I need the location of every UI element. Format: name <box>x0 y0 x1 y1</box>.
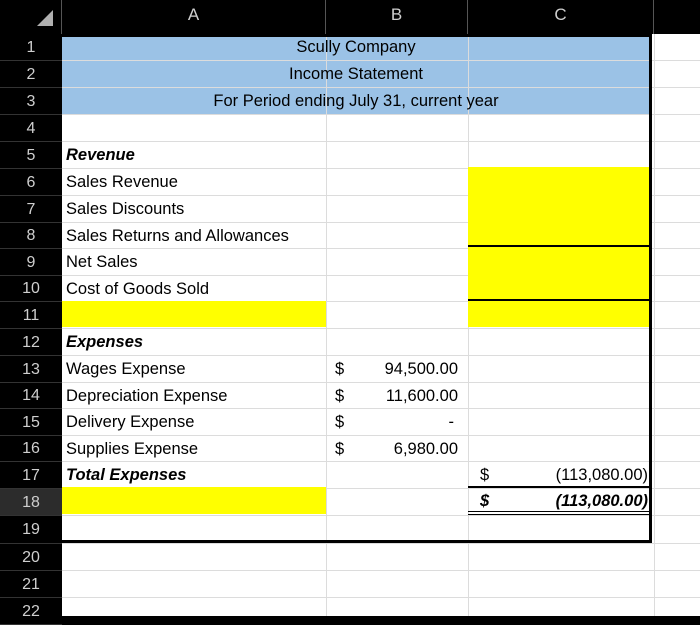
cogs-label: Cost of Goods Sold <box>66 280 210 298</box>
column-header-a[interactable]: A <box>62 0 326 34</box>
delivery-expense-label: Delivery Expense <box>66 413 195 431</box>
supplies-expense-value[interactable]: 6,980.00 <box>393 440 458 458</box>
row-header-7[interactable]: 7 <box>0 196 62 223</box>
row-header-6[interactable]: 6 <box>0 169 62 196</box>
spreadsheet-grid[interactable] <box>62 34 700 616</box>
depreciation-currency: $ <box>335 387 345 405</box>
statement-period: For Period ending July 31, current year <box>213 92 499 110</box>
select-all-triangle-icon <box>37 10 53 26</box>
row-header-10[interactable]: 10 <box>0 276 62 302</box>
wages-expense-value[interactable]: 94,500.00 <box>384 360 458 378</box>
depreciation-expense-value[interactable]: 11,600.00 <box>385 387 458 405</box>
row-header-8[interactable]: 8 <box>0 223 62 249</box>
revenue-heading: Revenue <box>66 146 135 164</box>
expenses-heading: Expenses <box>66 333 144 351</box>
double-underline-bottom <box>468 514 650 515</box>
sales-returns-label: Sales Returns and Allowances <box>66 227 289 245</box>
wages-expense-label: Wages Expense <box>66 360 186 378</box>
grid-row-line <box>62 543 700 544</box>
column-header-d[interactable] <box>654 0 700 34</box>
row-header-22[interactable]: 22 <box>0 598 62 625</box>
row-header-5[interactable]: 5 <box>0 142 62 169</box>
column-header-c[interactable]: C <box>468 0 654 34</box>
total-expenses-label: Total Expenses <box>66 466 187 484</box>
grid-row-line <box>62 570 700 571</box>
row-header-9[interactable]: 9 <box>0 249 62 276</box>
sales-discounts-label: Sales Discounts <box>66 200 185 218</box>
column-header-b[interactable]: B <box>326 0 468 34</box>
row-header-21[interactable]: 21 <box>0 571 62 598</box>
sales-revenue-label: Sales Revenue <box>66 173 178 191</box>
row-header-13[interactable]: 13 <box>0 356 62 383</box>
row-header-17[interactable]: 17 <box>0 462 62 489</box>
net-sales-label: Net Sales <box>66 253 138 271</box>
row-header-11[interactable]: 11 <box>0 302 62 329</box>
underline-c17 <box>468 486 650 488</box>
row-header-2[interactable]: 2 <box>0 61 62 88</box>
row18-total-value[interactable]: (113,080.00) <box>555 492 648 510</box>
wages-currency: $ <box>335 360 345 378</box>
row-header-1[interactable]: 1 <box>0 34 62 61</box>
row-header-16[interactable]: 16 <box>0 436 62 462</box>
select-all-corner[interactable] <box>0 0 62 34</box>
delivery-expense-value[interactable]: - <box>448 413 454 431</box>
company-name: Scully Company <box>296 38 416 56</box>
row-header-12[interactable]: 12 <box>0 329 62 356</box>
row-header-20[interactable]: 20 <box>0 544 62 571</box>
double-underline-top <box>468 511 650 512</box>
row-header-4[interactable]: 4 <box>0 115 62 142</box>
grid-column-line <box>654 34 655 616</box>
total-expenses-value[interactable]: (113,080.00) <box>555 466 648 484</box>
statement-name: Income Statement <box>289 65 423 83</box>
row18-currency: $ <box>480 492 490 510</box>
row-header-3[interactable]: 3 <box>0 88 62 115</box>
row-header-15[interactable]: 15 <box>0 409 62 436</box>
delivery-currency: $ <box>335 413 345 431</box>
supplies-currency: $ <box>335 440 345 458</box>
depreciation-expense-label: Depreciation Expense <box>66 387 228 405</box>
row-header-14[interactable]: 14 <box>0 383 62 409</box>
total-expenses-currency: $ <box>480 466 490 484</box>
row-header-19[interactable]: 19 <box>0 516 62 544</box>
supplies-expense-label: Supplies Expense <box>66 440 199 458</box>
row-header-18[interactable]: 18 <box>0 489 62 516</box>
grid-row-line <box>62 597 700 598</box>
